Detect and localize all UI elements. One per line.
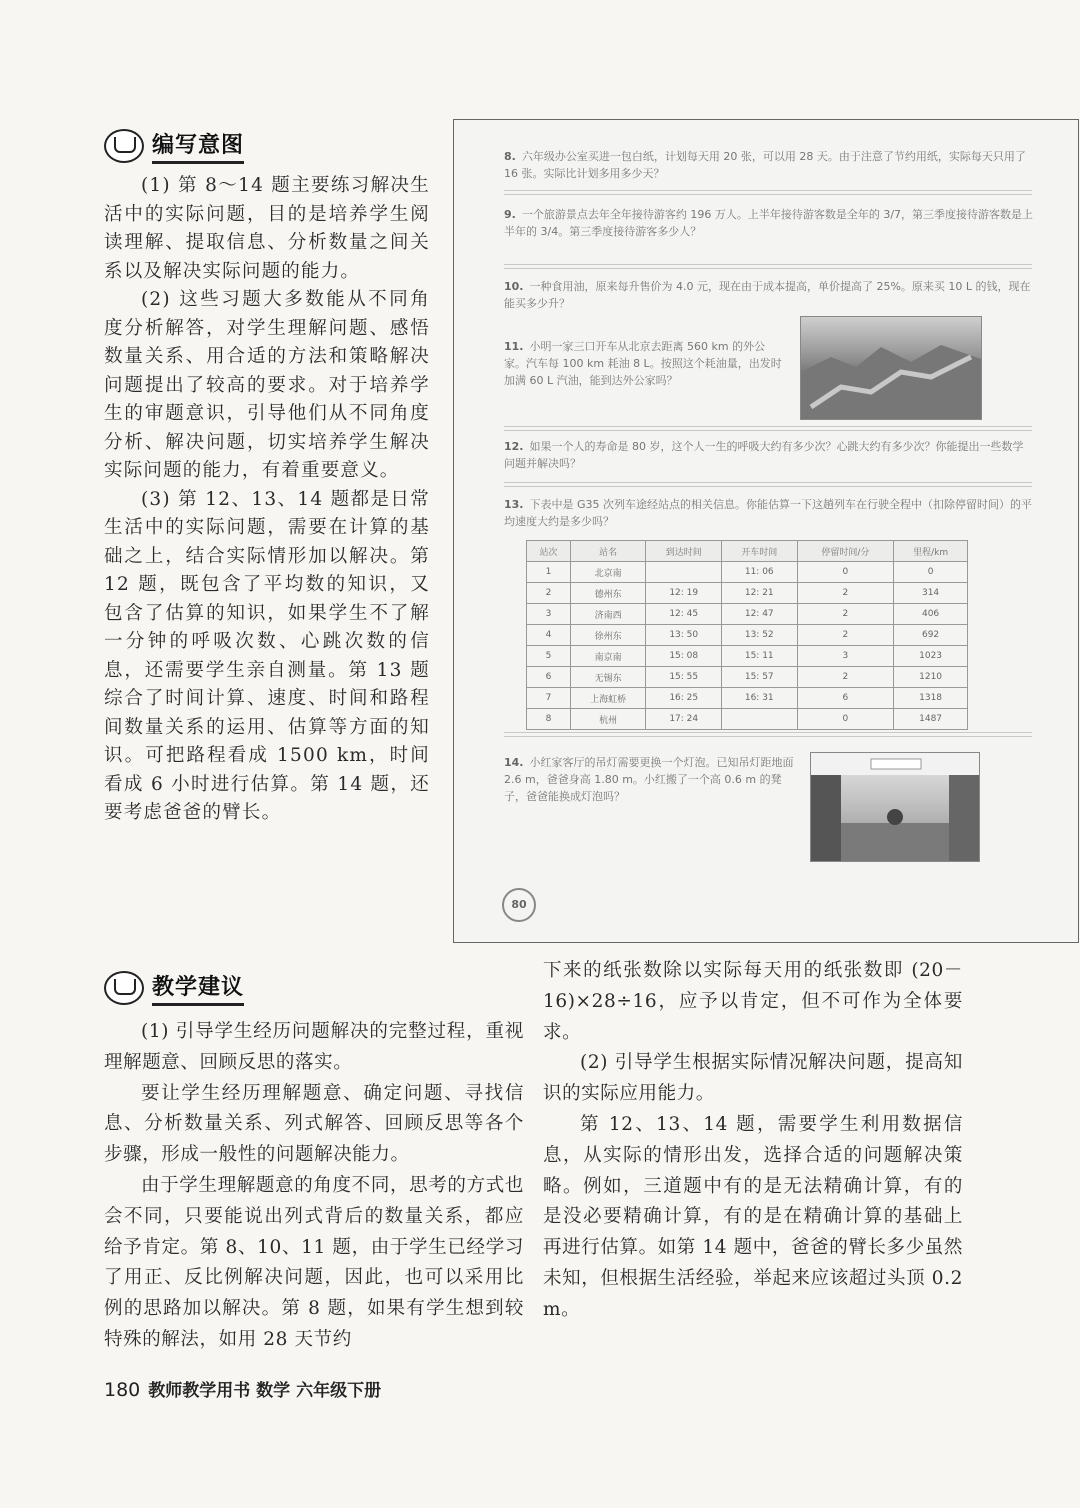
- suggestion-left-column: [104, 1017, 524, 1356]
- suggestion-paragraph: 第 12、13、14 题，需要学生利用数据信息，从实际的情形出发，选择合适的问题解决策略。例如，三道题中有的是无法精确计算，有的是没必要精确计算，有的是在精确计算的基础上再进行估算。如第 14 题中，爸爸的臂长多少虽然未知，但根据生活经验，举起来应该超过头顶 0.2 m。: [543, 1113, 963, 1320]
- intent-heading: [104, 128, 244, 164]
- table-row: 2 德州东 12: 19 12: 21 2 314: [527, 583, 968, 604]
- divider: [504, 732, 1032, 737]
- question-12: 12. 如果一个人的寿命是 80 岁，这个人一生的呼吸大约有多少次？心跳大约有多少次？你能提出一些数学问题并解决吗？: [504, 440, 1024, 470]
- divider: [504, 264, 1032, 269]
- question-8: 8. 六年级办公室买进一包白纸，计划每天用 20 张，可以用 28 天。由于注意了节约用纸，实际每天只用了 16 张。实际比计划多用多少天？: [504, 150, 1026, 180]
- header-cell: 里程/km: [894, 541, 968, 562]
- suggestion-paragraph: 要让学生经历理解题意、确定问题、寻找信息、分析数量关系、列式解答、回顾反思等各个步骤，形成一般性的问题解决能力。: [104, 1082, 524, 1166]
- intent-text: [104, 172, 430, 828]
- suggestion-paragraph: (1) 引导学生经历问题解决的完整过程，重视理解题意、回顾反思的落实。: [104, 1021, 524, 1073]
- suggestion-right-column: [543, 956, 963, 1326]
- textbook-page-panel: [453, 119, 1079, 943]
- table-row: 4 徐州东 13: 50 13: 52 2 692: [527, 625, 968, 646]
- header-cell: 到达时间: [646, 541, 722, 562]
- question-10: 10. 一种食用油，原来每升售价为 4.0 元，现在由于成本提高，单价提高了 25%。原来买 10 L 的钱，现在能买多少升？: [504, 280, 1031, 310]
- table-header-row: [527, 541, 968, 562]
- divider: [504, 426, 1032, 431]
- divider: [504, 482, 1032, 487]
- intent-title: 编写意图: [152, 133, 245, 158]
- great-wall-photo: [800, 316, 982, 420]
- suggestion-paragraph: 由于学生理解题意的角度不同，思考的方式也会不同，只要能说出列式背后的数量关系，都应给予肯定。第 8、10、11 题，由于学生已经学习了用正、反比例解决问题，因此，也可以采用比例的思路加以解决。第 8 题，如果有学生想到较特殊的解法，如用 28 天节约: [104, 1174, 524, 1350]
- question-11: 11. 小明一家三口开车从北京去距离 560 km 的外公家。汽车每 100 km 耗油 8 L。按照这个耗油量，出发时加满 60 L 汽油，能到达外公家吗？: [504, 340, 782, 387]
- header-cell: 站名: [570, 541, 646, 562]
- book-icon: [104, 129, 144, 163]
- hand-icon: [104, 971, 144, 1005]
- suggestion-paragraph: 下来的纸张数除以实际每天用的纸张数即 (20－16)×28÷16，应予以肯定，但不可作为全体要求。: [543, 960, 963, 1043]
- header-cell: 开车时间: [721, 541, 797, 562]
- suggestion-title: 教学建议: [152, 975, 245, 1000]
- table-row: 5 南京南 15: 08 15: 11 3 1023: [527, 646, 968, 667]
- table-row: 7 上海虹桥 16: 25 16: 31 6 1318: [527, 688, 968, 709]
- intent-paragraph-1: (1) 第 8～14 题主要练习解决生活中的实际问题，目的是培养学生阅读理解、提取信息、分析数量之间关系以及解决实际问题的能力。: [104, 175, 430, 282]
- question-13: 13. 下表中是 G35 次列车途经站点的相关信息。你能估算一下这趟列车在行驶全程中（扣除停留时间）的平均速度大约是多少吗？: [504, 498, 1033, 528]
- table-row: 6 无锡东 15: 55 15: 57 2 1210: [527, 667, 968, 688]
- train-schedule-table: [526, 540, 968, 730]
- page-footer: [104, 1376, 381, 1401]
- book-title: 教师教学用书 数学 六年级下册: [148, 1381, 382, 1401]
- page-number: 180: [104, 1379, 141, 1401]
- header-cell: 站次: [527, 541, 571, 562]
- textbook-page-number: 80: [502, 888, 536, 922]
- question-9: 9. 一个旅游景点去年全年接待游客约 196 万人。上半年接待游客数是全年的 3/7，第三季度接待游客数是上半年的 3/4。第三季度接待游客多少人？: [504, 208, 1034, 238]
- divider: [504, 190, 1032, 195]
- question-14: 14. 小红家客厅的吊灯需要更换一个灯泡。已知吊灯距地面 2.6 m，爸爸身高 1.80 m。小红搬了一个高 0.6 m 的凳子，爸爸能换成灯泡吗？: [504, 756, 794, 803]
- table-row: 3 济南西 12: 45 12: 47 2 406: [527, 604, 968, 625]
- intent-paragraph-3: (3) 第 12、13、14 题都是日常生活中的实际问题，需要在计算的基础之上，结合实际情形加以解决。第 12 题，既包含了平均数的知识，又包含了估算的知识，如果学生不了解一分钟的呼吸次数、心跳次数的信息，还需要学生亲自测量。第 13 题综合了时间计算、速度、时间和路程间数量关系的运用、估算等方面的知识。可把路程看成 1500 km，时间看成 6 小时进行估算。第 14 题，还要考虑爸爸的臂长。: [104, 488, 430, 823]
- intent-paragraph-2: (2) 这些习题大多数能从不同角度分析解答，对学生理解问题、感悟数量关系、用合适的方法和策略解决问题提出了较高的要求。对于培养学生的审题意识，引导他们从不同角度分析、解决问题，切实培养学生解决实际问题的能力，有着重要意义。: [104, 289, 430, 481]
- table-row: 8 杭州 17: 24 0 1487: [527, 709, 968, 730]
- living-room-photo: [810, 752, 980, 862]
- suggestion-paragraph: (2) 引导学生根据实际情况解决问题，提高知识的实际应用能力。: [543, 1052, 963, 1105]
- header-cell: 停留时间/分: [797, 541, 894, 562]
- suggestion-heading: [104, 970, 244, 1006]
- table-row: 1 北京南 11: 06 0 0: [527, 562, 968, 583]
